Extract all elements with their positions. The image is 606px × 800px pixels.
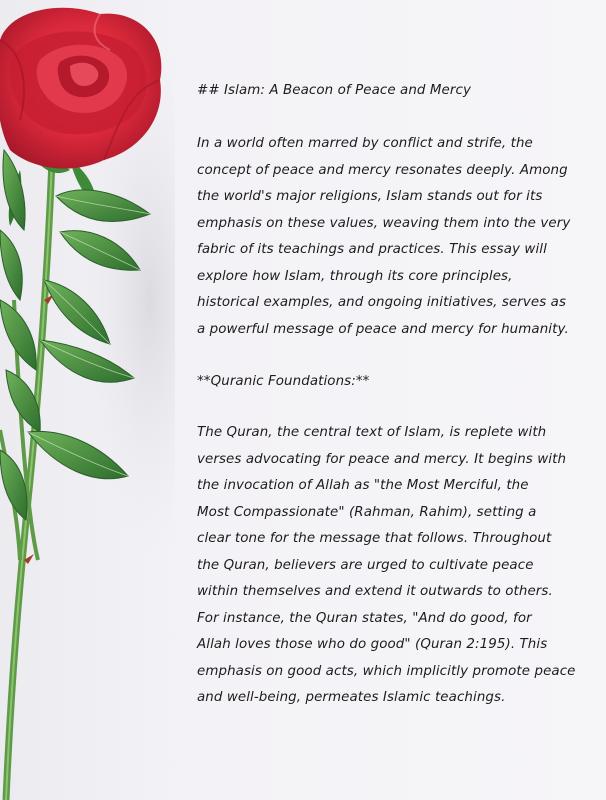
text-line: The Quran, the central text of Islam, is replete with	[197, 425, 547, 440]
text-line: explore how Islam, through its core principles,	[197, 268, 513, 284]
text-line: For instance, the Quran states, "And do good, for	[197, 610, 532, 626]
section-paragraph	[197, 420, 576, 712]
text-line: emphasis on these values, weaving them into the very	[197, 215, 571, 231]
text-line: concept of peace and mercy resonates deeply. Among	[197, 162, 568, 178]
text-line: the invocation of Allah as "the Most Merciful, the	[197, 478, 529, 493]
text-line: historical examples, and ongoing initiatives, serves as	[197, 295, 567, 310]
red-rose-illustration	[0, 0, 175, 800]
text-line: the world's major religions, Islam stands out for its	[197, 189, 543, 204]
text-line: Most Compassionate" (Rahman, Rahim), setting a	[197, 504, 537, 520]
text-line: verses advocating for peace and mercy. It begins with	[197, 451, 567, 467]
text-line: and well-being, permeates Islamic teachings.	[197, 690, 506, 705]
text-line: a powerful message of peace and mercy for humanity.	[197, 321, 569, 337]
intro-paragraph	[197, 131, 573, 343]
text-line: within themselves and extend it outwards to others.	[197, 584, 553, 599]
section-heading: **Quranic Foundations:**	[197, 374, 370, 389]
text-line: fabric of its teachings and practices. This essay will	[197, 242, 547, 257]
text-line: Allah loves those who do good" (Quran 2:195). This	[197, 637, 548, 652]
text-line: emphasis on good acts, which implicitly promote peace	[197, 663, 576, 679]
text-line: clear tone for the message that follows. Throughout	[197, 531, 552, 546]
essay-text	[197, 78, 576, 712]
text-line: the Quran, believers are urged to cultivate peace	[197, 557, 534, 573]
text-line: In a world often marred by conflict and strife, the	[197, 136, 533, 151]
essay-title: ## Islam: A Beacon of Peace and Mercy	[197, 83, 471, 98]
